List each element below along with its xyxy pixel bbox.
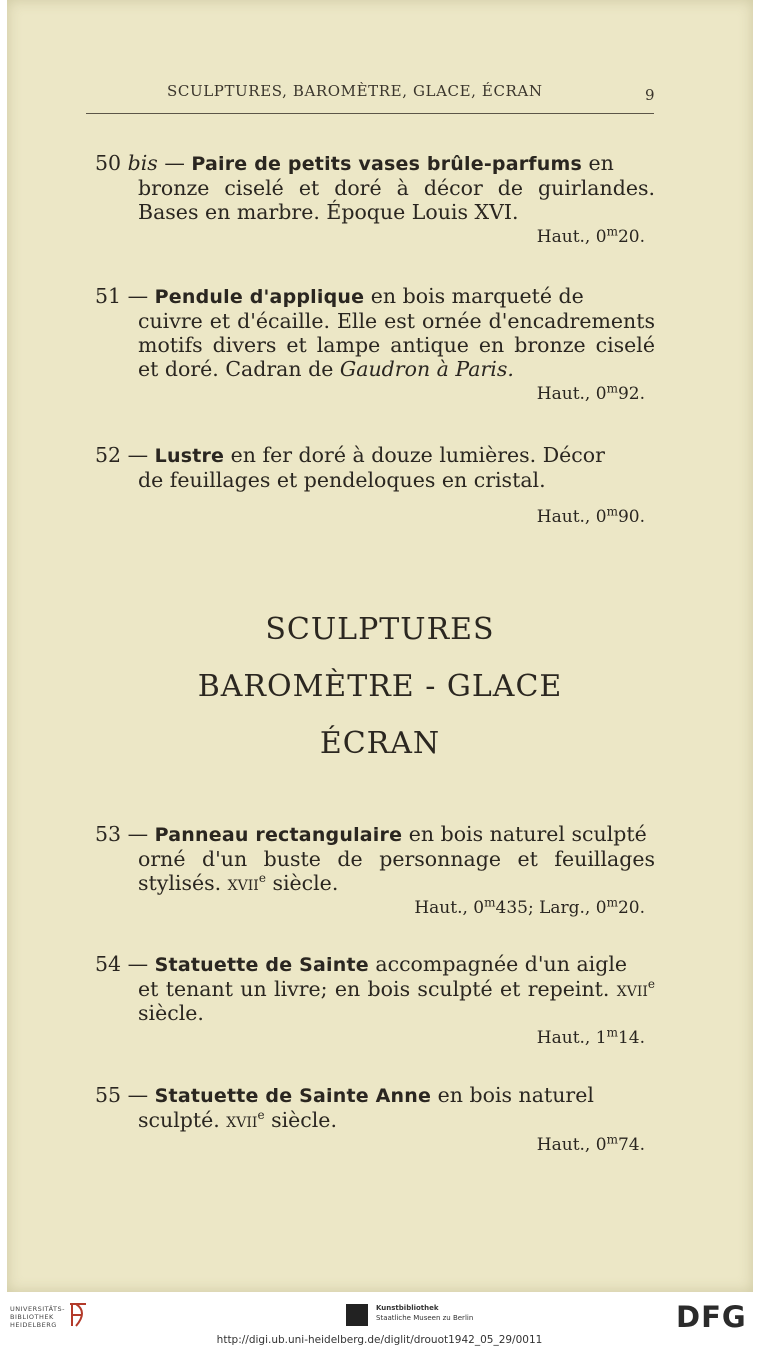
lot-description-start: en bbox=[588, 151, 614, 175]
lot-description-start: en bois naturel bbox=[437, 1083, 594, 1107]
lot-description: orné d'un buste de personnage et feuillages stylisés. xvii$^e$ siècle. bbox=[138, 847, 655, 895]
dfg-logo[interactable]: DFG bbox=[676, 1300, 747, 1334]
kunstbibliothek-logo-icon bbox=[346, 1304, 368, 1326]
lot-dimensions: Haut., 1$^m$14. bbox=[536, 1025, 645, 1048]
lot-suffix: bis bbox=[127, 151, 158, 175]
lot-entry-55 bbox=[95, 1083, 655, 1156]
section-title-line-1: SCULPTURES bbox=[265, 612, 495, 647]
lot-dimensions: Haut., 0$^m$20. bbox=[536, 224, 645, 247]
lot-description bbox=[95, 309, 655, 381]
lot-entry-52 bbox=[95, 443, 655, 528]
lot-description-start: en bois marqueté de bbox=[370, 284, 584, 308]
lot-entry-51 bbox=[95, 284, 655, 405]
university-seal-icon bbox=[66, 1300, 92, 1330]
lot-entry-50bis bbox=[95, 151, 655, 248]
university-library-logo[interactable]: UNIVERSITÄTS- BIBLIOTHEK HEIDELBERG bbox=[10, 1305, 65, 1329]
lot-entry-54 bbox=[95, 952, 655, 1049]
lot-description: et tenant un livre; en bois sculpté et repeint. xvii$^e$ siècle. bbox=[138, 977, 655, 1025]
lot-dimensions: Haut., 0$^m$92. bbox=[536, 381, 645, 404]
lot-dash: — bbox=[127, 1083, 149, 1107]
lot-title: Statuette de Sainte Anne bbox=[154, 1085, 432, 1107]
lot-title: Statuette de Sainte bbox=[154, 954, 369, 976]
lot-entry-53 bbox=[95, 822, 655, 919]
header-rule bbox=[86, 113, 654, 114]
catalogue-page bbox=[7, 0, 753, 1292]
lot-description-start: en fer doré à douze lumières. Décor bbox=[230, 443, 605, 467]
lot-dimensions: Haut., 0$^m$435; Larg., 0$^m$20. bbox=[414, 895, 645, 918]
lot-dash: — bbox=[127, 952, 149, 976]
lot-description: sculpté. xvii$^e$ siècle. bbox=[138, 1108, 337, 1132]
lot-dimensions: Haut., 0$^m$90. bbox=[536, 504, 645, 527]
lot-dash: — bbox=[127, 284, 149, 308]
lot-description: de feuillages et pendeloques en cristal. bbox=[138, 468, 546, 492]
lot-dimensions: Haut., 0$^m$74. bbox=[536, 1132, 645, 1155]
lot-number: 51 bbox=[95, 284, 122, 308]
lot-number: 54 bbox=[95, 952, 122, 976]
page-number: 9 bbox=[645, 86, 655, 104]
lot-number: 53 bbox=[95, 822, 122, 846]
lot-number: 55 bbox=[95, 1083, 122, 1107]
lot-title: Paire de petits vases brûle-parfums bbox=[191, 153, 582, 175]
section-title-line-2: BAROMÈTRE - GLACE bbox=[197, 669, 563, 704]
lot-description-text: cuivre et d'écaille. Elle est ornée d'encadrements motifs divers et lampe antique en bronze ciselé et doré. Cadran de bbox=[138, 309, 655, 381]
lot-dash: — bbox=[127, 443, 149, 467]
section-title-line-3: ÉCRAN bbox=[319, 726, 441, 761]
lot-dash: — bbox=[164, 151, 185, 175]
lot-title: Pendule d'applique bbox=[154, 286, 365, 308]
lot-description: bronze ciselé et doré à décor de guirlandes. Bases en marbre. Époque Louis XVI. bbox=[138, 176, 655, 224]
lot-number: 52 bbox=[95, 443, 122, 467]
lot-description-start: accompagnée d'un aigle bbox=[375, 952, 628, 976]
lot-dash: — bbox=[127, 822, 149, 846]
lot-maker: Gaudron à Paris. bbox=[339, 357, 514, 381]
permalink-url[interactable]: http://digi.ub.uni-heidelberg.de/diglit/drouot1942_05_29/0011 bbox=[216, 1334, 543, 1346]
lot-title: Lustre bbox=[154, 445, 225, 467]
lot-title: Panneau rectangulaire bbox=[154, 824, 403, 846]
running-head: SCULPTURES, BAROMÈTRE, GLACE, ÉCRAN bbox=[167, 82, 543, 100]
lot-number: 50 bbox=[95, 151, 122, 175]
digitization-footer bbox=[0, 1292, 759, 1347]
lot-description-start: en bois naturel sculpté bbox=[408, 822, 647, 846]
kunstbibliothek-label[interactable]: Kunstbibliothek Staatliche Museen zu Berlin bbox=[376, 1304, 474, 1322]
